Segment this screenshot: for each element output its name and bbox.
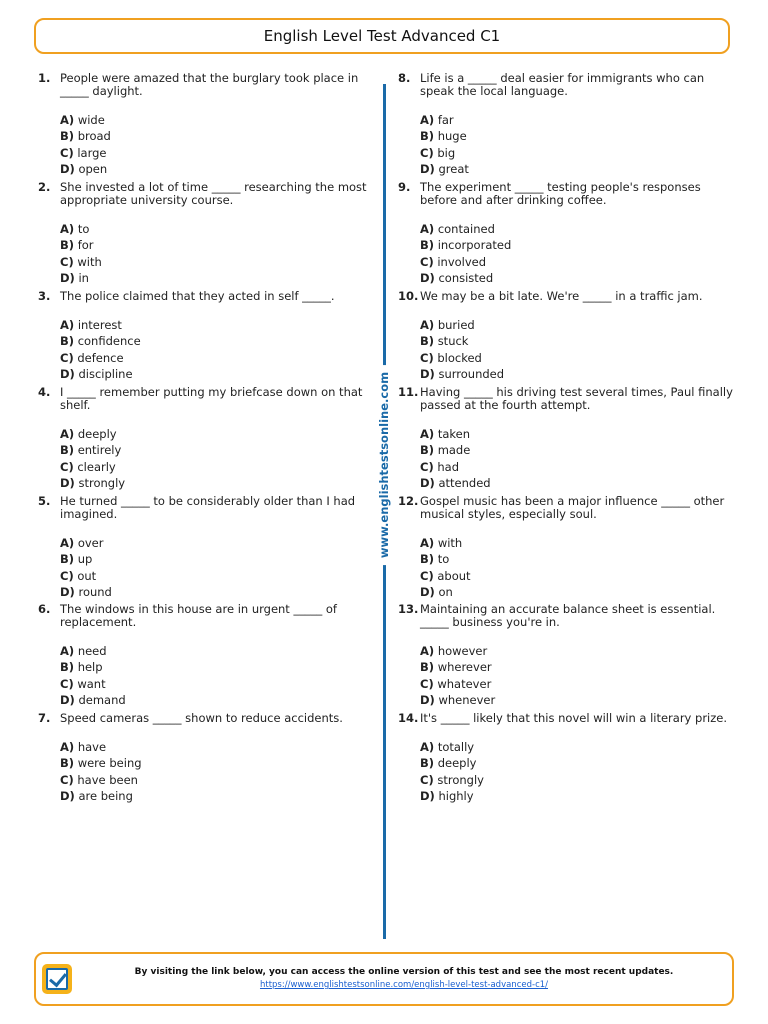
answer-option[interactable] — [60, 254, 368, 270]
option-text: totally — [437, 740, 475, 754]
options-list — [420, 426, 738, 491]
question-text: Gospel music has been a major influence _____ other musical styles, especially soul. — [420, 494, 725, 521]
option-text: to — [77, 222, 90, 236]
question-text: The experiment _____ testing people's responses before and after drinking coffee. — [420, 180, 701, 207]
answer-option[interactable] — [420, 692, 738, 708]
option-text: discipline — [78, 366, 133, 381]
options-list — [420, 535, 738, 600]
option-letter: C) — [60, 459, 74, 474]
option-letter: A) — [420, 644, 435, 658]
answer-option[interactable] — [420, 788, 738, 804]
option-letter: D) — [60, 788, 75, 803]
option-text: with — [77, 254, 102, 269]
option-letter: B) — [420, 443, 435, 458]
side-url: www.englishtestsonline.com — [377, 365, 391, 565]
answer-option[interactable] — [420, 350, 738, 366]
question — [398, 386, 738, 491]
option-text: have — [77, 740, 107, 754]
option-letter: C) — [420, 568, 434, 583]
option-text: consisted — [438, 270, 494, 285]
question-header — [398, 181, 738, 207]
option-letter: B) — [420, 129, 435, 144]
question-number: 3. — [38, 289, 51, 303]
answer-option[interactable] — [60, 535, 368, 551]
question-number: 2. — [38, 180, 51, 194]
option-text: wherever — [437, 660, 492, 675]
question-header — [38, 290, 368, 303]
option-text: about — [437, 568, 471, 583]
option-text: were being — [77, 756, 142, 771]
option-text: demand — [78, 692, 126, 707]
options-list — [60, 426, 368, 491]
option-letter: C) — [420, 254, 434, 269]
question-number: 12. — [398, 494, 419, 508]
option-letter: C) — [420, 676, 434, 691]
question-number: 8. — [398, 71, 411, 85]
option-letter: D) — [420, 270, 435, 285]
option-letter: C) — [60, 772, 74, 787]
question — [398, 712, 738, 804]
question — [38, 72, 368, 177]
question-number: 6. — [38, 602, 51, 616]
question-header — [38, 181, 368, 207]
question-text: He turned _____ to be considerably older than I had imagined. — [60, 494, 356, 521]
question-text: People were amazed that the burglary took place in _____ daylight. — [60, 71, 359, 98]
answer-option[interactable] — [420, 772, 738, 788]
option-letter: A) — [60, 427, 75, 441]
options-list — [420, 739, 738, 804]
options-list — [60, 112, 368, 177]
option-text: broad — [77, 129, 111, 144]
answer-option[interactable] — [60, 145, 368, 161]
question-number: 4. — [38, 385, 51, 399]
option-text: over — [77, 536, 104, 550]
question-text: The police claimed that they acted in self _____. — [60, 289, 335, 303]
option-letter: A) — [60, 740, 75, 754]
question — [38, 181, 368, 286]
option-letter: D) — [420, 788, 435, 803]
answer-option[interactable] — [60, 350, 368, 366]
option-letter: C) — [420, 350, 434, 365]
option-letter: B) — [420, 552, 435, 567]
option-text: entirely — [77, 443, 122, 458]
answer-option[interactable] — [60, 643, 368, 659]
option-letter: A) — [60, 222, 75, 236]
option-text: big — [437, 145, 456, 160]
option-letter: B) — [60, 238, 75, 253]
question-text: The windows in this house are in urgent _____ of replacement. — [60, 602, 337, 629]
answer-option[interactable] — [420, 755, 738, 771]
answer-option[interactable] — [60, 739, 368, 755]
option-text: help — [77, 660, 103, 675]
question-header — [398, 72, 738, 98]
option-letter: D) — [60, 161, 75, 176]
option-text: involved — [437, 254, 487, 269]
question-number: 14. — [398, 711, 419, 725]
option-letter: C) — [60, 676, 74, 691]
question-number: 7. — [38, 711, 51, 725]
options-list — [60, 535, 368, 600]
answer-option[interactable] — [60, 112, 368, 128]
answer-option[interactable] — [60, 333, 368, 349]
option-text: on — [438, 584, 453, 599]
option-letter: D) — [60, 366, 75, 381]
question-header — [38, 386, 368, 412]
option-letter: C) — [60, 350, 74, 365]
option-text: clearly — [77, 459, 116, 474]
option-text: defence — [77, 350, 124, 365]
page-title: English Level Test Advanced C1 — [263, 27, 501, 45]
question — [38, 290, 368, 382]
question-header — [398, 712, 738, 725]
question-number: 9. — [398, 180, 411, 194]
answer-option[interactable] — [420, 317, 738, 333]
option-letter: D) — [60, 692, 75, 707]
option-letter: D) — [60, 584, 75, 599]
title-box — [34, 18, 730, 54]
answer-option[interactable] — [420, 145, 738, 161]
question — [398, 495, 738, 600]
option-text: to — [437, 552, 450, 567]
question-header — [398, 603, 738, 629]
question — [398, 603, 738, 708]
option-text: out — [77, 568, 97, 583]
option-text: confidence — [77, 334, 141, 349]
options-list — [420, 317, 738, 382]
answer-option[interactable] — [420, 366, 738, 382]
option-text: surrounded — [438, 366, 505, 381]
answer-option[interactable] — [420, 333, 738, 349]
option-text: buried — [437, 318, 475, 332]
option-letter: A) — [60, 318, 75, 332]
option-text: made — [437, 443, 471, 458]
answer-option[interactable] — [60, 755, 368, 771]
question — [38, 712, 368, 804]
option-text: huge — [437, 129, 467, 144]
question-text: Maintaining an accurate balance sheet is essential. _____ business you're in. — [420, 602, 716, 629]
question-number: 10. — [398, 289, 419, 303]
option-text: highly — [438, 788, 474, 803]
answer-option[interactable] — [420, 475, 738, 491]
answer-option[interactable] — [60, 584, 368, 600]
question — [38, 386, 368, 491]
answer-option[interactable] — [60, 659, 368, 675]
option-letter: C) — [60, 568, 74, 583]
answer-option[interactable] — [420, 739, 738, 755]
option-letter: B) — [60, 334, 75, 349]
answer-option[interactable] — [60, 366, 368, 382]
question-header — [398, 386, 738, 412]
option-letter: B) — [420, 238, 435, 253]
option-letter: B) — [60, 552, 75, 567]
question-text: I _____ remember putting my briefcase down on that shelf. — [60, 385, 363, 412]
answer-option[interactable] — [420, 535, 738, 551]
option-letter: C) — [420, 145, 434, 160]
option-text: are being — [78, 788, 133, 803]
question-header — [38, 495, 368, 521]
footer-link[interactable]: https://www.englishtestsonline.com/english-level-test-advanced-c1/ — [259, 980, 549, 990]
answer-option[interactable] — [60, 128, 368, 144]
question-text: Life is a _____ deal easier for immigrants who can speak the local language. — [420, 71, 705, 98]
option-text: round — [78, 584, 112, 599]
option-text: interest — [77, 318, 122, 332]
answer-option[interactable] — [420, 161, 738, 177]
answer-option[interactable] — [60, 237, 368, 253]
answer-option[interactable] — [420, 551, 738, 567]
question — [398, 72, 738, 177]
question — [398, 181, 738, 286]
answer-option[interactable] — [420, 442, 738, 458]
options-list — [60, 643, 368, 708]
option-letter: A) — [420, 427, 435, 441]
option-text: attended — [438, 475, 491, 490]
option-text: blocked — [437, 350, 482, 365]
option-text: open — [78, 161, 108, 176]
question-text: It's _____ likely that this novel will win a literary prize. — [420, 711, 728, 725]
question — [38, 495, 368, 600]
question-header — [38, 712, 368, 725]
option-letter: D) — [60, 475, 75, 490]
option-text: up — [77, 552, 93, 567]
option-letter: D) — [420, 161, 435, 176]
options-list — [420, 221, 738, 286]
option-text: whatever — [437, 676, 492, 691]
answer-option[interactable] — [420, 237, 738, 253]
answer-option[interactable] — [60, 426, 368, 442]
option-text: deeply — [437, 756, 477, 771]
answer-option[interactable] — [60, 772, 368, 788]
question — [38, 603, 368, 708]
question-number: 13. — [398, 602, 419, 616]
option-text: whenever — [438, 692, 496, 707]
answer-option[interactable] — [60, 551, 368, 567]
answer-option[interactable] — [60, 692, 368, 708]
answer-option[interactable] — [60, 221, 368, 237]
option-text: however — [437, 644, 488, 658]
option-letter: C) — [420, 772, 434, 787]
option-text: want — [77, 676, 106, 691]
option-letter: D) — [420, 366, 435, 381]
question-header — [398, 495, 738, 521]
option-text: for — [77, 238, 94, 253]
option-letter: B) — [420, 334, 435, 349]
question-header — [38, 72, 368, 98]
option-text: taken — [437, 427, 470, 441]
option-text: strongly — [78, 475, 126, 490]
options-list — [420, 112, 738, 177]
answer-option[interactable] — [420, 254, 738, 270]
question-header — [398, 290, 738, 303]
answer-option[interactable] — [420, 659, 738, 675]
option-text: contained — [437, 222, 495, 236]
option-letter: B) — [420, 660, 435, 675]
answer-option[interactable] — [60, 317, 368, 333]
option-text: great — [438, 161, 469, 176]
answer-option[interactable] — [60, 459, 368, 475]
option-letter: A) — [60, 536, 75, 550]
answer-option[interactable] — [60, 161, 368, 177]
option-text: with — [437, 536, 463, 550]
answer-option[interactable] — [60, 475, 368, 491]
option-text: had — [437, 459, 459, 474]
option-letter: D) — [60, 270, 75, 285]
option-letter: B) — [60, 129, 75, 144]
options-list — [420, 643, 738, 708]
option-letter: A) — [60, 644, 75, 658]
option-letter: A) — [420, 222, 435, 236]
option-letter: B) — [60, 756, 75, 771]
option-letter: B) — [60, 443, 75, 458]
option-letter: D) — [420, 692, 435, 707]
question-number: 5. — [38, 494, 51, 508]
option-letter: B) — [420, 756, 435, 771]
option-text: large — [77, 145, 107, 160]
options-list — [60, 221, 368, 286]
option-letter: D) — [420, 475, 435, 490]
option-letter: C) — [60, 254, 74, 269]
answer-option[interactable] — [420, 221, 738, 237]
option-text: have been — [77, 772, 138, 787]
answer-option[interactable] — [420, 459, 738, 475]
option-text: strongly — [437, 772, 484, 787]
answer-option[interactable] — [420, 128, 738, 144]
answer-option[interactable] — [60, 788, 368, 804]
answer-option[interactable] — [420, 112, 738, 128]
question-header — [38, 603, 368, 629]
footer-message: By visiting the link below, you can access the online version of this test and see the most recent updates. — [134, 967, 674, 977]
question — [398, 290, 738, 382]
question-text: We may be a bit late. We're _____ in a traffic jam. — [420, 289, 703, 303]
option-letter: A) — [420, 536, 435, 550]
answer-option[interactable] — [420, 643, 738, 659]
option-letter: A) — [420, 740, 435, 754]
question-number: 1. — [38, 71, 51, 85]
option-letter: B) — [60, 660, 75, 675]
answer-option[interactable] — [60, 270, 368, 286]
option-text: far — [437, 113, 454, 127]
answer-option[interactable] — [60, 568, 368, 584]
question-text: Speed cameras _____ shown to reduce accidents. — [60, 711, 343, 725]
question-text: She invested a lot of time _____ researching the most appropriate university course. — [60, 180, 367, 207]
option-text: in — [78, 270, 89, 285]
options-list — [60, 739, 368, 804]
option-letter: A) — [60, 113, 75, 127]
option-text: need — [77, 644, 107, 658]
options-list — [60, 317, 368, 382]
answer-option[interactable] — [420, 676, 738, 692]
answer-option[interactable] — [420, 426, 738, 442]
option-letter: C) — [60, 145, 74, 160]
option-letter: C) — [420, 459, 434, 474]
answer-option[interactable] — [60, 676, 368, 692]
question-text: Having _____ his driving test several times, Paul finally passed at the fourth attempt. — [420, 385, 733, 412]
answer-option[interactable] — [420, 270, 738, 286]
answer-option[interactable] — [420, 568, 738, 584]
option-text: incorporated — [437, 238, 512, 253]
answer-option[interactable] — [60, 442, 368, 458]
option-text: stuck — [437, 334, 469, 349]
answer-option[interactable] — [420, 584, 738, 600]
option-letter: A) — [420, 113, 435, 127]
option-text: wide — [77, 113, 105, 127]
option-letter: D) — [420, 584, 435, 599]
option-letter: A) — [420, 318, 435, 332]
footer-box — [34, 952, 734, 1006]
option-text: deeply — [77, 427, 117, 441]
question-number: 11. — [398, 385, 419, 399]
